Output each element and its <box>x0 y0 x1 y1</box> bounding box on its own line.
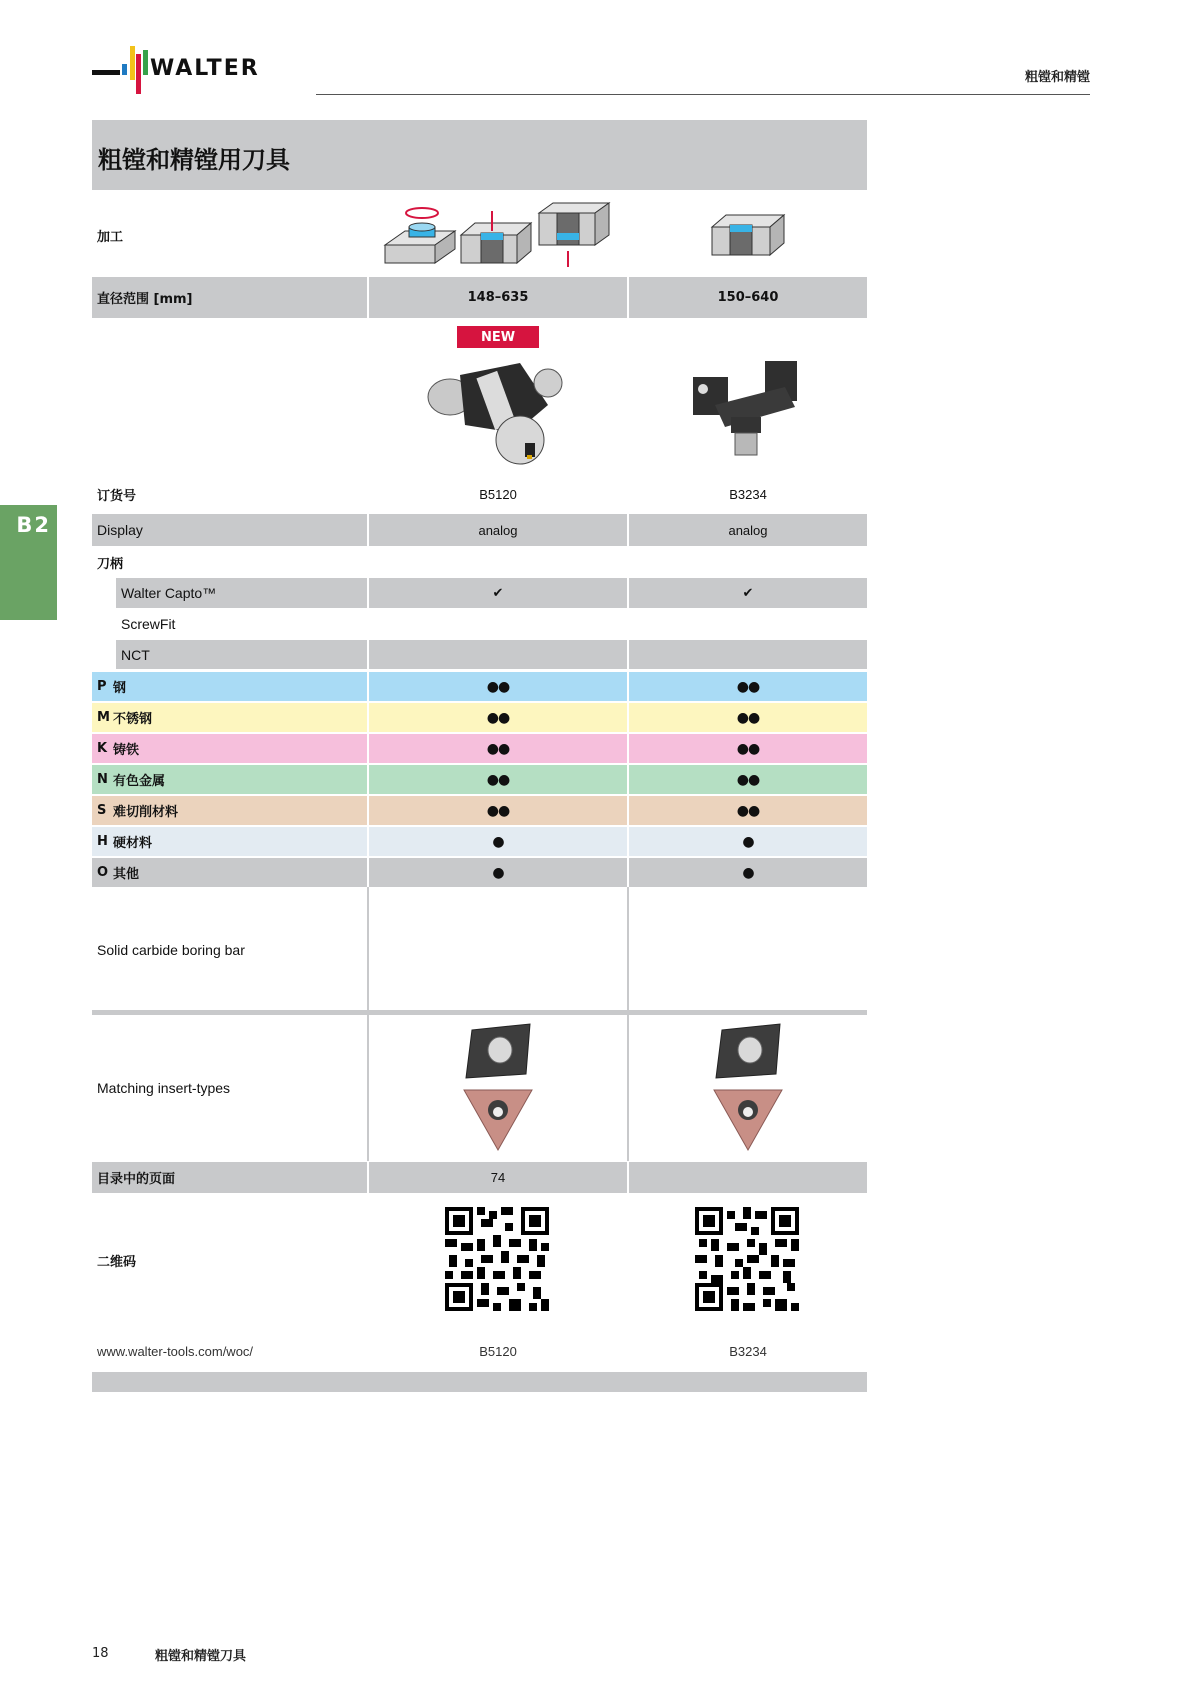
diameter-value: 150–640 <box>629 277 867 318</box>
order-number-value[interactable]: B3234 <box>729 486 767 502</box>
shank-walter-capto-label: Walter Capto™ <box>116 578 367 608</box>
material-letter: K <box>97 741 108 756</box>
display-value: analog <box>629 514 867 546</box>
shank-row-screwfit <box>92 610 867 638</box>
suitability-dots: ● <box>629 858 867 887</box>
catalog-page-value <box>629 1162 867 1193</box>
qr-code-b3234[interactable] <box>695 1207 799 1311</box>
material-letter: N <box>97 772 108 787</box>
material-name: 硬材料 <box>113 836 153 851</box>
chapter-tab-label: B2 <box>16 513 51 537</box>
suitability-dots: ● <box>369 858 627 887</box>
display-label: Display <box>92 514 367 546</box>
shank-row-walter-capto <box>92 578 867 608</box>
shank-label: 刀柄 <box>97 556 124 572</box>
material-letter: S <box>97 803 107 818</box>
product-image-b5120 <box>420 355 570 470</box>
machining-icons-col1 <box>369 200 627 270</box>
footer-title: 粗镗和精镗刀具 <box>155 1649 247 1664</box>
catalog-page-label: 目录中的页面 <box>92 1162 367 1193</box>
material-row-h <box>92 827 867 856</box>
material-letter: H <box>97 834 108 849</box>
header-section-title: 粗镗和精镗 <box>1024 70 1090 85</box>
suitability-dots: ●● <box>629 765 867 794</box>
diameter-label: 直径范围 [mm] <box>92 277 367 318</box>
suitability-dots: ●● <box>369 703 627 732</box>
qr-code-b5120[interactable] <box>445 1207 549 1311</box>
header-divider <box>316 94 1090 95</box>
diameter-row <box>92 277 867 318</box>
inserts-label: Matching insert-types <box>97 1080 231 1096</box>
page-title: 粗镗和精镗用刀具 <box>98 146 290 174</box>
table-bottom-band <box>92 1372 867 1392</box>
chapter-tab[interactable] <box>0 505 57 620</box>
material-row-s <box>92 796 867 825</box>
suitability-dots: ●● <box>629 796 867 825</box>
url-row <box>92 1336 867 1366</box>
material-name: 有色金属 <box>113 774 166 789</box>
order-number-row <box>92 478 867 510</box>
material-name: 不锈钢 <box>113 712 153 727</box>
material-row-n <box>92 765 867 794</box>
suitability-dots: ●● <box>369 765 627 794</box>
display-row <box>92 514 867 546</box>
suitability-dots: ●● <box>629 672 867 701</box>
shank-row-nct <box>92 640 867 669</box>
suitability-dots: ● <box>369 827 627 856</box>
svg-text:WALTER: WALTER <box>150 56 260 81</box>
shank-row <box>92 548 867 576</box>
suitability-dots: ●● <box>369 672 627 701</box>
material-letter: M <box>97 710 110 725</box>
solid-carbide-row <box>92 887 867 1012</box>
material-row-k <box>92 734 867 763</box>
qr-label: 二维码 <box>97 1254 137 1270</box>
catalog-page-row <box>92 1162 867 1193</box>
machining-icons-col2 <box>629 200 867 270</box>
page-title-band <box>92 120 867 190</box>
checkmark-icon: ✔ <box>369 578 627 608</box>
material-letter: P <box>97 679 107 694</box>
shank-nct-label: NCT <box>116 640 367 669</box>
boring-operation-icon <box>710 213 786 257</box>
insert-images-col1 <box>458 1022 536 1154</box>
material-row-m <box>92 703 867 732</box>
catalog-page-value[interactable]: 74 <box>369 1162 627 1193</box>
walter-logo <box>92 44 292 96</box>
url-code[interactable]: B3234 <box>729 1343 767 1359</box>
material-name: 难切削材料 <box>113 805 179 820</box>
diameter-value: 148–635 <box>369 277 627 318</box>
insert-images-col2 <box>708 1022 786 1154</box>
material-row-p <box>92 672 867 701</box>
page-number: 18 <box>92 1646 109 1661</box>
suitability-dots: ● <box>629 827 867 856</box>
checkmark-icon: ✔ <box>629 578 867 608</box>
material-row-o <box>92 858 867 887</box>
shank-nct-value <box>369 640 627 669</box>
machining-label: 加工 <box>97 229 124 245</box>
shank-nct-value <box>629 640 867 669</box>
url-label[interactable]: www.walter-tools.com/woc/ <box>97 1343 254 1359</box>
suitability-dots: ●● <box>629 734 867 763</box>
material-letter: O <box>97 865 109 880</box>
material-name: 钢 <box>113 681 127 696</box>
machining-row <box>92 200 867 270</box>
new-badge: NEW <box>457 326 539 348</box>
shank-screwfit-label: ScrewFit <box>121 616 176 632</box>
suitability-dots: ●● <box>369 796 627 825</box>
display-value: analog <box>369 514 627 546</box>
url-code[interactable]: B5120 <box>479 1343 517 1359</box>
material-name: 其他 <box>113 867 140 882</box>
suitability-dots: ●● <box>629 703 867 732</box>
material-name: 铸铁 <box>113 743 140 758</box>
solid-carbide-label: Solid carbide boring bar <box>97 941 245 958</box>
order-number-value[interactable]: B5120 <box>479 486 517 502</box>
suitability-dots: ●● <box>369 734 627 763</box>
product-image-b3234 <box>685 355 805 470</box>
boring-operation-icons <box>383 201 613 269</box>
order-number-label: 订货号 <box>97 488 137 504</box>
